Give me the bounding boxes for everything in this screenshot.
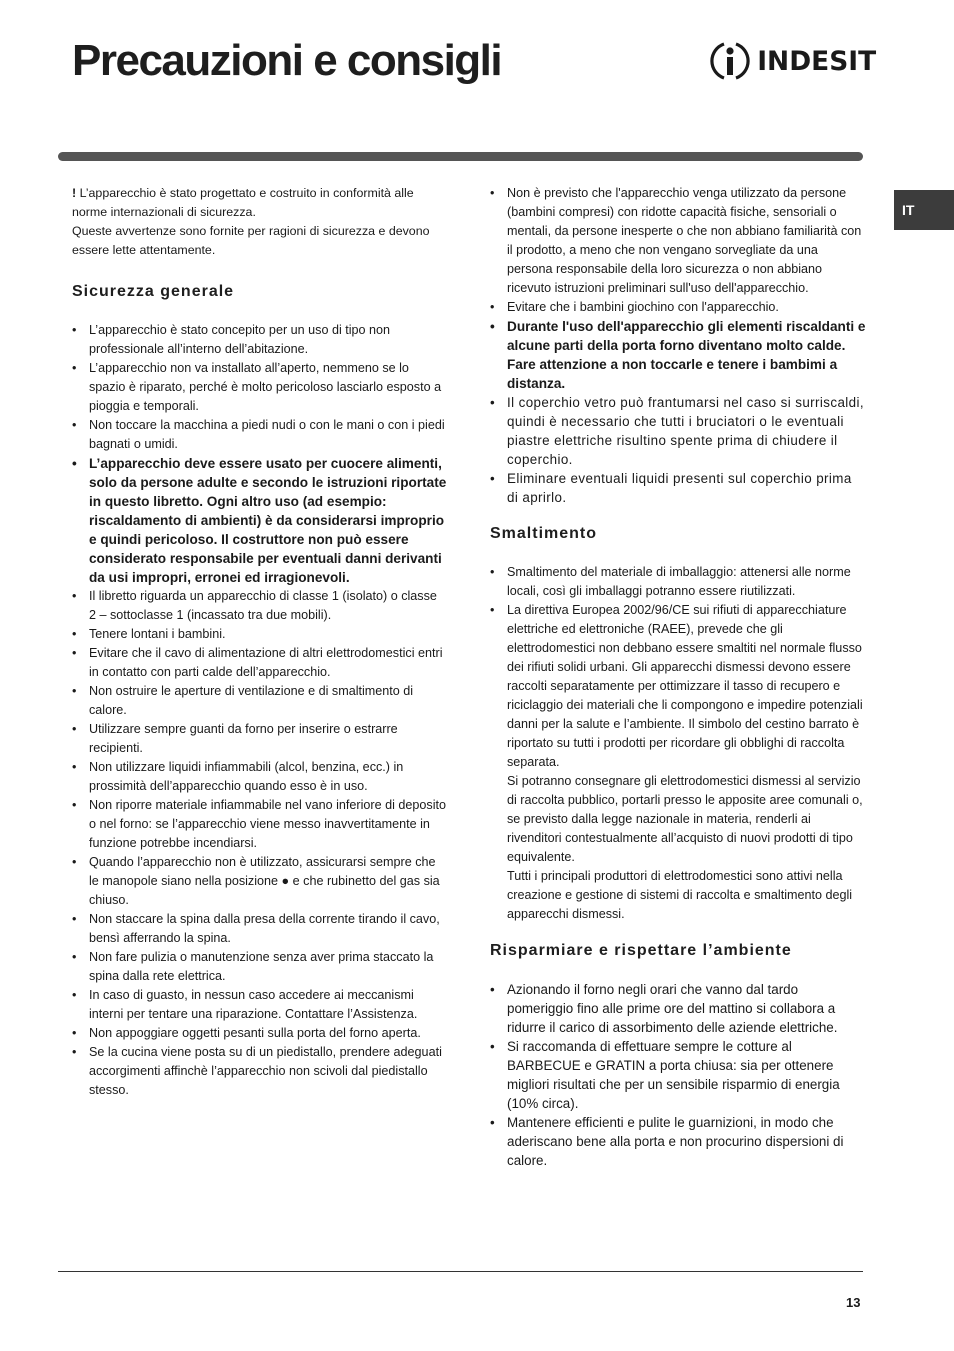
- intro-text-2: Queste avvertenze sono fornite per ragioni di sicurezza e devono essere lette attentamente.: [72, 224, 430, 257]
- footer-rule: [58, 1271, 863, 1272]
- list-item: • Evitare che il cavo di alimentazione di altri elettrodomestici entri in contatto con parti calde dell’apparecchio.: [72, 644, 447, 682]
- header-rule: [58, 152, 863, 161]
- list-item: • Quando l’apparecchio non è utilizzato, assicurarsi sempre che le manopole siano nella posizione ● e che rubinetto del gas sia chiuso.: [72, 853, 447, 910]
- list-item: • Non appoggiare oggetti pesanti sulla porta del forno aperta.: [72, 1024, 447, 1043]
- language-tab: IT: [894, 190, 954, 230]
- smaltimento-list: [490, 563, 866, 772]
- list-item: • Non fare pulizia o manutenzione senza aver prima staccato la spina dalla rete elettrica.: [72, 948, 447, 986]
- page-number: 13: [846, 1295, 861, 1310]
- list-item: • Evitare che i bambini giochino con l'apparecchio.: [490, 298, 866, 317]
- warning-mark: !: [72, 186, 77, 200]
- list-item: • Non staccare la spina dalla presa della corrente tirando il cavo, bensì afferrando la spina.: [72, 910, 447, 948]
- sicurezza-list-continued: [490, 184, 866, 507]
- list-item: • Durante l'uso dell'apparecchio gli elementi riscaldanti e alcune parti della porta forno diventano molto calde. Fare attenzione a non toccarle e tenere i bambimi a distanza.: [490, 317, 866, 393]
- list-item: • L’apparecchio non va installato all’aperto, nemmeno se lo spazio è riparato, perché è molto pericoloso lasciarlo esposto a pioggia e temporali.: [72, 359, 447, 416]
- list-item: • Tenere lontani i bambini.: [72, 625, 447, 644]
- list-item: • Non riporre materiale infiammabile nel vano inferiore di deposito o nel forno: se l’apparecchio viene messo inavvertitamente in funzione potrebbe incendiarsi.: [72, 796, 447, 853]
- section-heading-risparmio: Risparmiare e rispettare l’ambiente: [490, 942, 792, 959]
- list-item: • Il coperchio vetro può frantumarsi nel caso si surriscaldi, quindi è necessario che tutti i bruciatori o le eventuali piastre elettriche risultino spente prima di chiudere il coperchio.: [490, 393, 866, 469]
- list-item: • L’apparecchio deve essere usato per cuocere alimenti, solo da persone adulte e secondo le istruzioni riportate in questo libretto. Ogni altro uso (ad esempio: riscaldamento di ambienti) è da considerarsi improprio e quindi pericoloso. Il costruttore non può essere considerato responsabile per eventuali danni derivanti da usi impropri, erronei ed irragionevoli.: [72, 454, 447, 587]
- list-item: • Smaltimento del materiale di imballaggio: attenersi alle norme locali, così gli imballaggi potranno essere riutilizzati.: [490, 563, 866, 601]
- logo-i-icon: [710, 40, 750, 82]
- intro-paragraph: [72, 184, 447, 222]
- section-heading-sicurezza: Sicurezza generale: [72, 283, 235, 300]
- list-item: • Non è previsto che l'apparecchio venga utilizzato da persone (bambini compresi) con ridotte capacità fisiche, sensoriali o mentali, da persone inesperte o che non abbiano familiarità con il prodotto, a meno che non vengano sorvegliate da una persona responsabile della loro sicurezza o non abbiano ricevuto istruzioni preliminari sull'uso dell'apparecchio.: [490, 184, 866, 298]
- list-item: • Si raccomanda di effettuare sempre le cotture al BARBECUE e GRATIN a porta chiusa: sia per ottenere migliori risultati che per un sensibile risparmio di energia (10% circa).: [490, 1037, 866, 1113]
- list-item: • Il libretto riguarda un apparecchio di classe 1 (isolato) o classe 2 – sottoclasse 1 (incassato tra due mobili).: [72, 587, 447, 625]
- list-item: • Non ostruire le aperture di ventilazione e di smaltimento di calore.: [72, 682, 447, 720]
- list-item: • Mantenere efficienti e pulite le guarnizioni, in modo che aderiscano bene alla porta e non procurino dispersioni di calore.: [490, 1113, 866, 1170]
- list-item: • Non utilizzare liquidi infiammabili (alcol, benzina, ecc.) in prossimità dell’apparecchio quando esso è in uso.: [72, 758, 447, 796]
- risparmio-list: [490, 980, 866, 1170]
- indesit-logo: [710, 40, 877, 82]
- smaltimento-paragraph-1: Si potranno consegnare gli elettrodomestici dismessi al servizio di raccolta pubblico, portarli presso le apposite aree comunali o, se previsto dalla legge nazionale in materia, renderli ai rivenditori contestualmente all’acquisto di nuovi prodotti di tipo equivalente.: [507, 774, 863, 864]
- list-item: • La direttiva Europea 2002/96/CE sui rifiuti di apparecchiature elettriche ed elettroniche (RAEE), prevede che gli elettrodomestici non debbano essere smaltiti nel normale flusso dei rifiuti solidi urbani. Gli apparecchi dismessi devono essere raccolti separatamente per ottimizzare il tasso di recupero e riciclaggio dei materiali che li compongono e impedire potenziali danni per la salute e l’ambiente. Il simbolo del cestino barrato è riportato su tutti i prodotti per ricordare gli obblighi di raccolta separata.: [490, 601, 866, 772]
- smaltimento-paragraph-2: Tutti i principali produttori di elettrodomestici sono attivi nella creazione e gestione di sistemi di raccolta e smaltimento degli apparecchi dismessi.: [507, 869, 853, 921]
- right-column: [490, 184, 866, 1170]
- left-column: [72, 184, 447, 1100]
- list-item: • Eliminare eventuali liquidi presenti sul coperchio prima di aprirlo.: [490, 469, 866, 507]
- list-item: • Azionando il forno negli orari che vanno dal tardo pomeriggio fino alle prime ore del mattino si collabora a ridurre il carico di assorbimento delle aziende elettriche.: [490, 980, 866, 1037]
- sicurezza-list: [72, 321, 447, 1100]
- list-item: • Utilizzare sempre guanti da forno per inserire o estrarre recipienti.: [72, 720, 447, 758]
- list-item: • L’apparecchio è stato concepito per un uso di tipo non professionale all’interno dell’abitazione.: [72, 321, 447, 359]
- section-heading-smaltimento: Smaltimento: [490, 525, 598, 542]
- intro-text-1: L’apparecchio è stato progettato e costruito in conformità alle norme internazionali di sicurezza.: [72, 186, 414, 219]
- brand-name: INDESIT: [757, 45, 877, 77]
- list-item: • Se la cucina viene posta su di un piedistallo, prendere adeguati accorgimenti affinchè l’apparecchio non scivoli dal piedistallo stesso.: [72, 1043, 447, 1100]
- list-item: • Non toccare la macchina a piedi nudi o con le mani o con i piedi bagnati o umidi.: [72, 416, 447, 454]
- list-item: • In caso di guasto, in nessun caso accedere ai meccanismi interni per tentare una riparazione. Contattare l’Assistenza.: [72, 986, 447, 1024]
- page-title: Precauzioni e consigli: [72, 36, 502, 85]
